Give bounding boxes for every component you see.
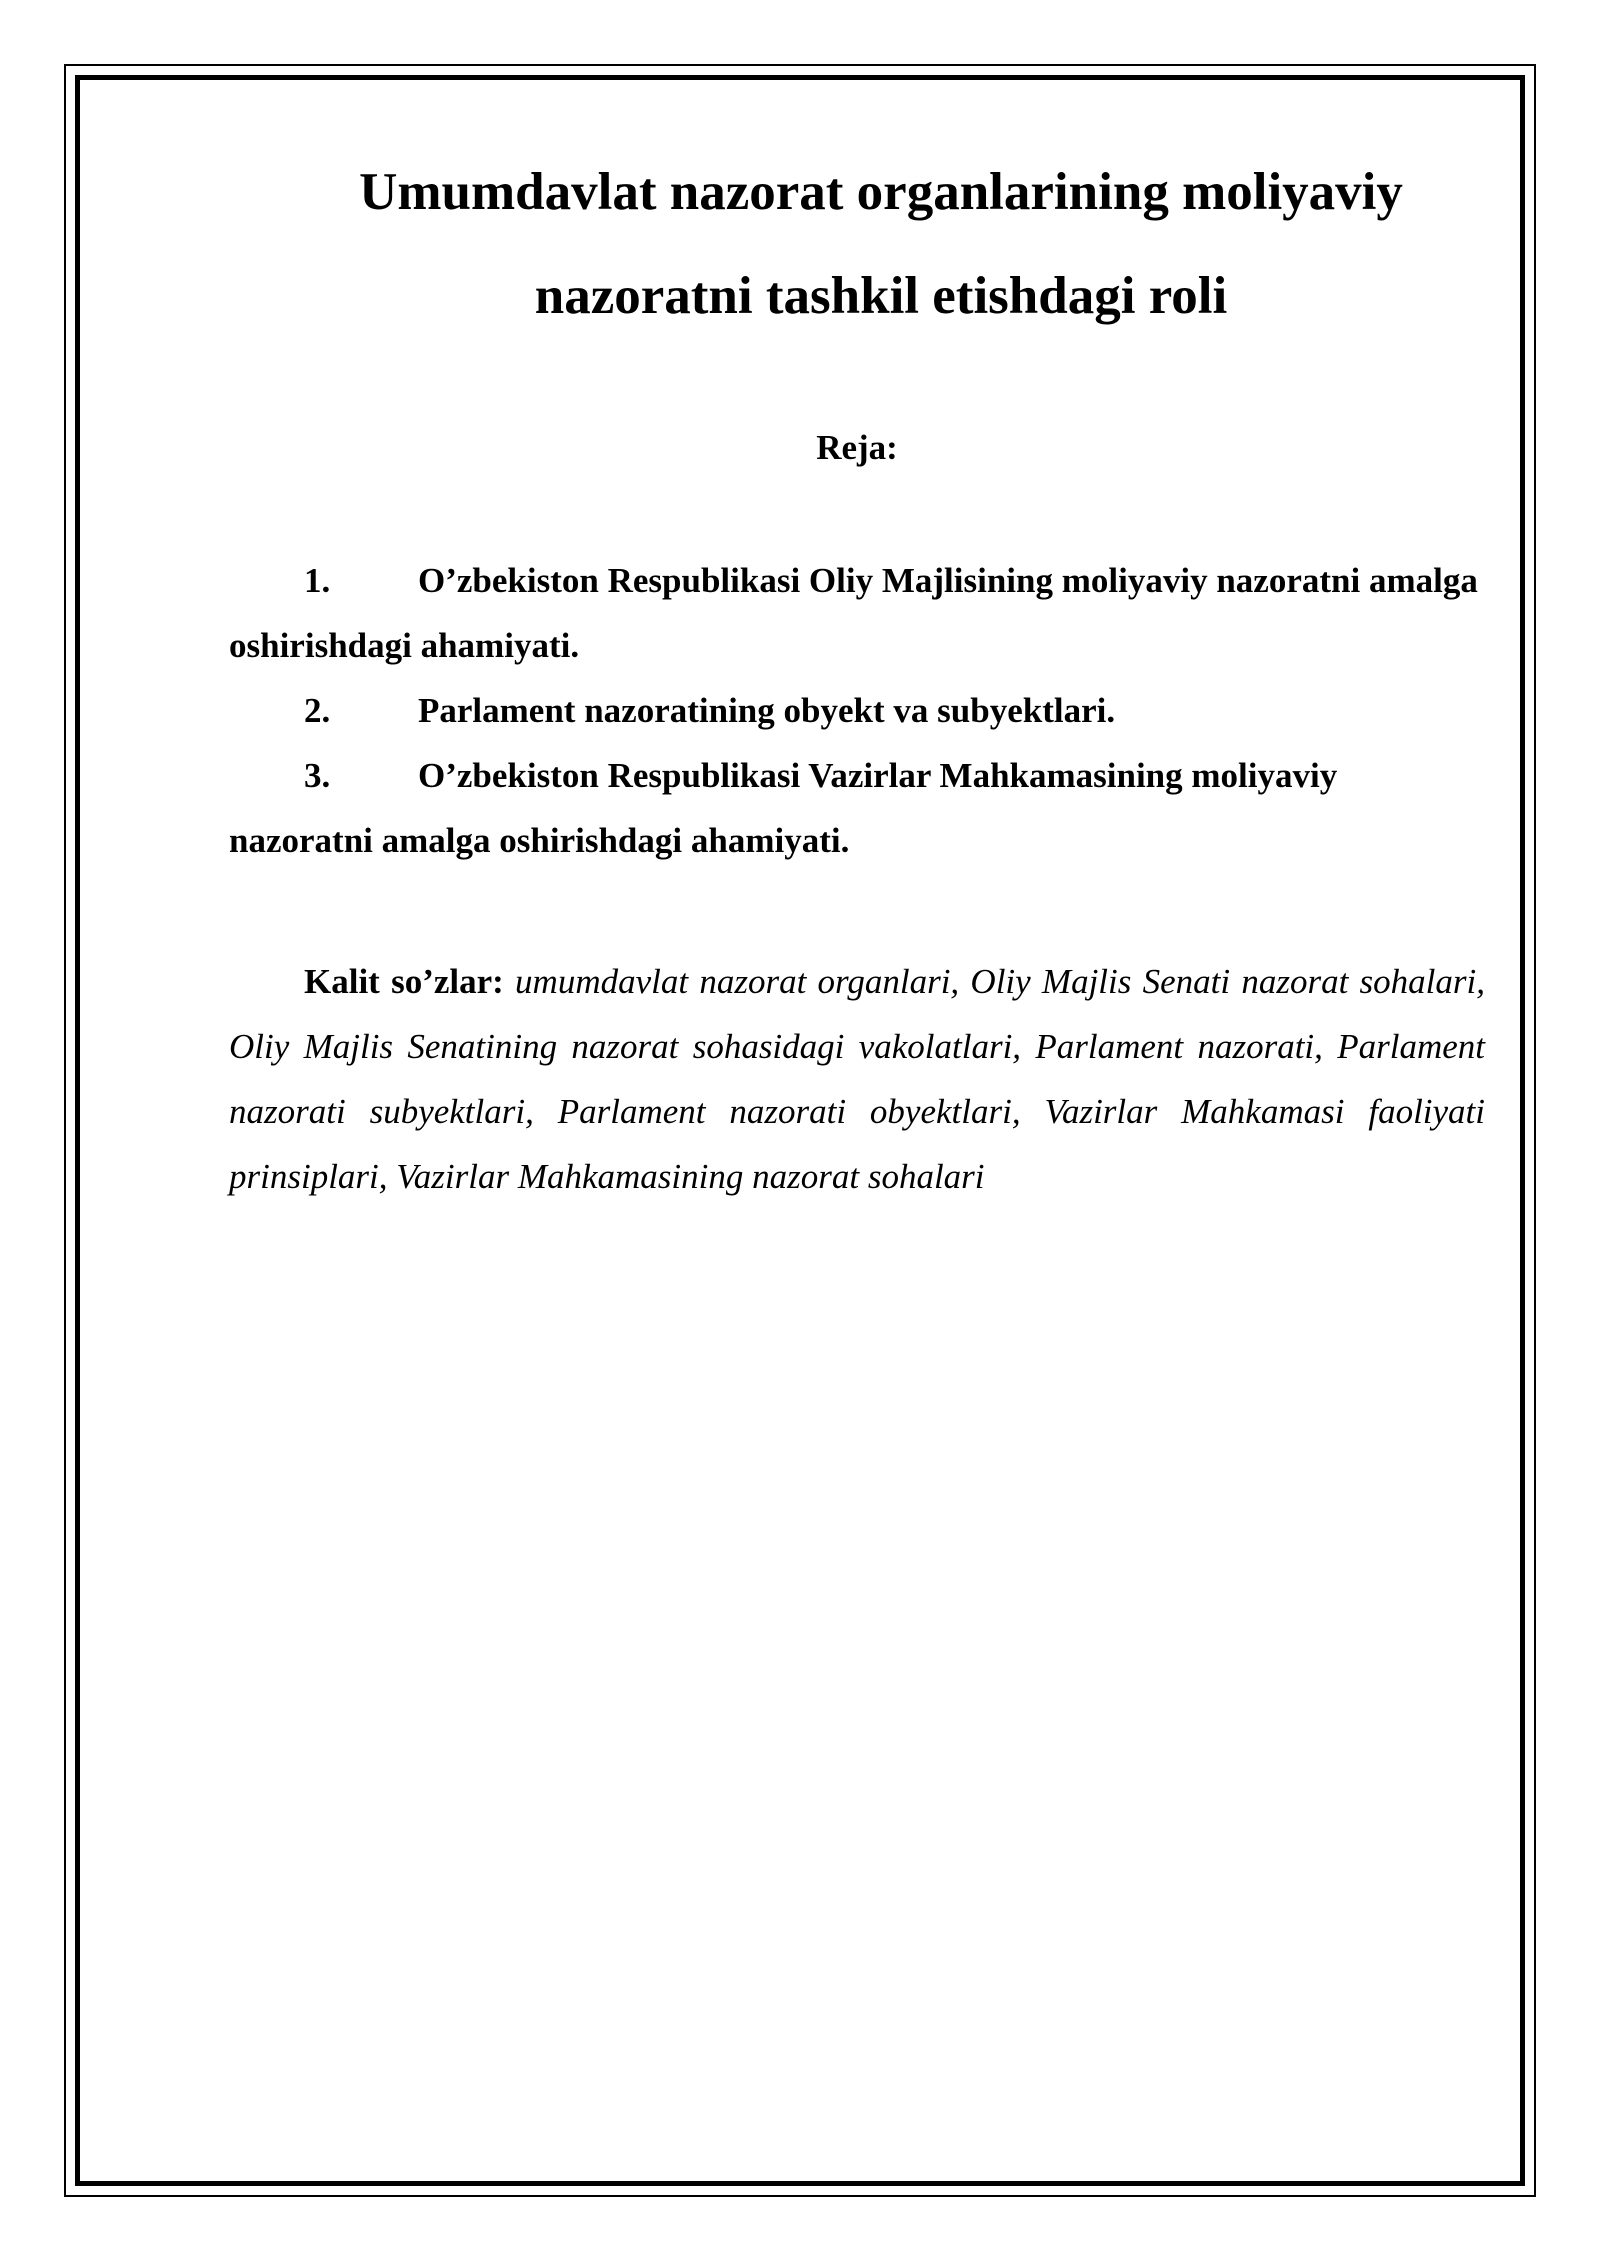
document-body — [229, 140, 1485, 1209]
document-title-line-1: Umumdavlat nazorat organlarining moliyaviy — [359, 163, 1403, 221]
plan-item-text: Parlament nazoratining obyekt va subyektlari. — [418, 691, 1116, 730]
plan-item-text: O’zbekiston Respublikasi Oliy Majlisining moliyaviy nazoratni amalga oshirishdagi ahamiyati. — [229, 561, 1478, 665]
plan-item — [229, 743, 1485, 873]
plan-heading: Reja: — [816, 428, 898, 467]
document-title-line-2: nazoratni tashkil etishdagi roli — [534, 267, 1228, 325]
plan-item-text: O’zbekiston Respublikasi Vazirlar Mahkamasining moliyaviy nazoratni amalga oshirishdagi ahamiyati. — [229, 756, 1338, 860]
plan-item — [229, 548, 1485, 678]
plan-item — [229, 678, 1485, 743]
keywords-paragraph — [229, 949, 1485, 1209]
keywords-label: Kalit so’zlar: — [304, 962, 504, 1001]
plan-item-number: 3. — [304, 756, 331, 795]
document-title — [277, 140, 1485, 348]
plan-item-number: 2. — [304, 691, 331, 730]
keywords-text: umumdavlat nazorat organlari, Oliy Majlis Senati nazorat sohalari, Oliy Majlis Senatining nazorat sohasidagi vakolatlari, Parlament nazorati, Parlament nazorati subyektlari, Parlament nazorati obyektlari, Vazirlar Mahkamasi faoliyati prinsiplari, Vazirlar Mahkamasining nazorat sohalari — [229, 962, 1485, 1196]
plan-item-number: 1. — [304, 561, 331, 600]
plan-list — [229, 548, 1485, 873]
